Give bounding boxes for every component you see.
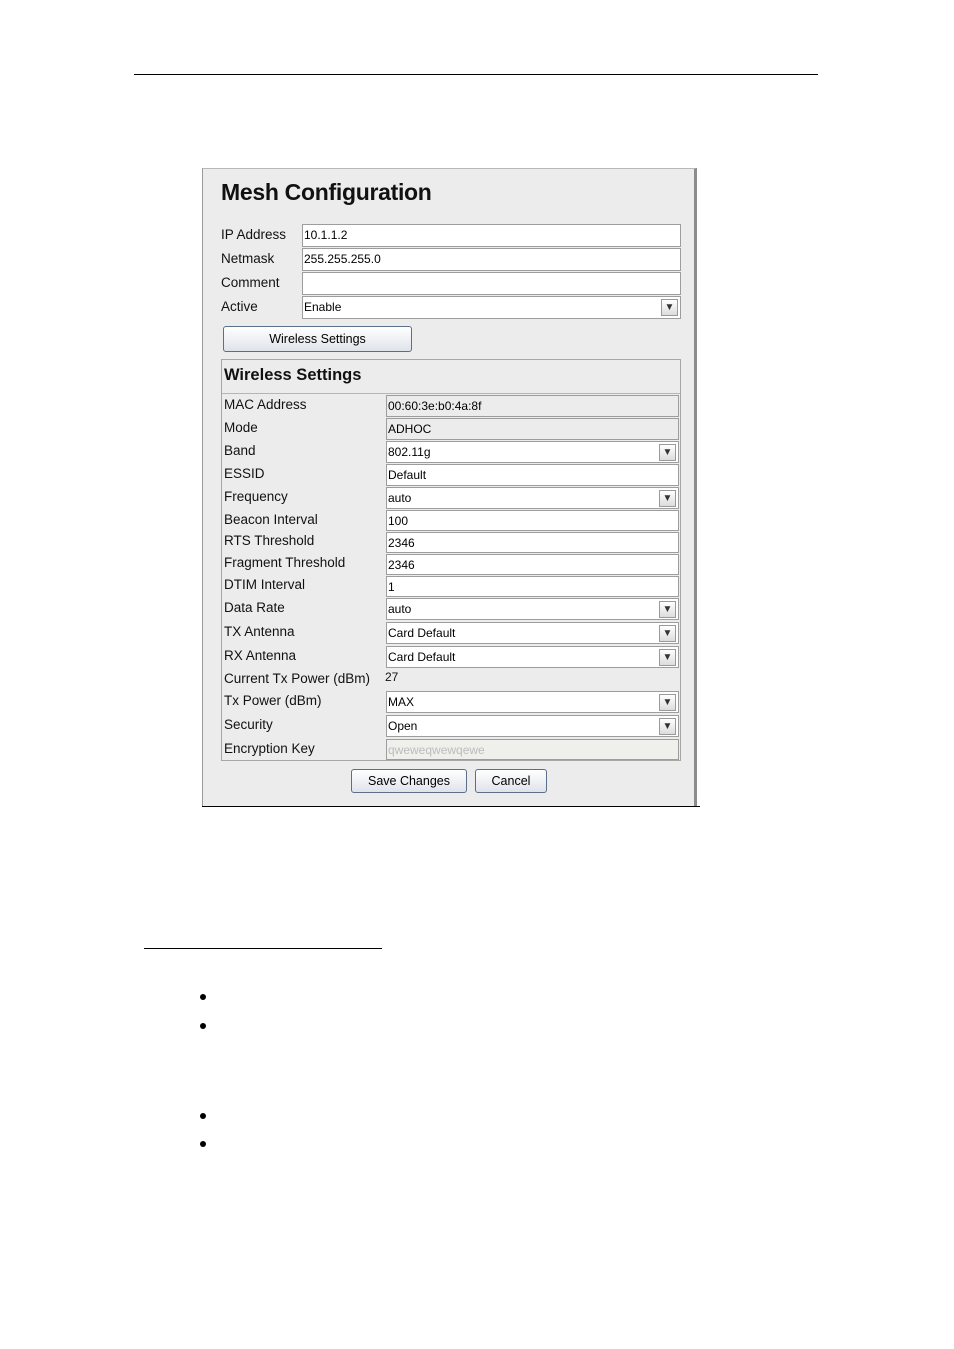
page-title: Mesh Configuration bbox=[221, 179, 432, 205]
security-label: Security bbox=[224, 717, 273, 732]
chevron-down-icon[interactable]: ▼ bbox=[659, 490, 676, 507]
encryption-key-label: Encryption Key bbox=[224, 741, 315, 756]
bullet-point bbox=[200, 1023, 206, 1029]
fragment-threshold-label: Fragment Threshold bbox=[224, 555, 346, 570]
rx-antenna-select[interactable] bbox=[386, 646, 679, 668]
netmask-label: Netmask bbox=[221, 251, 275, 266]
comment-label: Comment bbox=[221, 275, 280, 290]
security-select-value: Open bbox=[388, 719, 418, 733]
tx-antenna-select[interactable] bbox=[386, 622, 679, 644]
mode-label: Mode bbox=[224, 420, 258, 435]
current-tx-power-value: 27 bbox=[385, 670, 399, 684]
mac-address-label: MAC Address bbox=[224, 397, 307, 412]
frequency-select-value: auto bbox=[388, 491, 412, 505]
data-rate-select-value: auto bbox=[388, 602, 412, 616]
tx-antenna-select-value: Card Default bbox=[388, 626, 456, 640]
save-changes-button[interactable]: Save Changes bbox=[351, 769, 467, 793]
panel-bottom-rule bbox=[202, 806, 700, 807]
rx-antenna-select-value: Card Default bbox=[388, 650, 456, 664]
wireless-settings-title: Wireless Settings bbox=[224, 366, 362, 384]
fragment-threshold-input[interactable]: 2346 bbox=[386, 554, 679, 575]
section-rule bbox=[144, 948, 382, 949]
security-select[interactable] bbox=[386, 715, 679, 737]
netmask-input[interactable]: 255.255.255.0 bbox=[302, 248, 681, 271]
band-select-value: 802.11g bbox=[388, 445, 431, 459]
data-rate-label: Data Rate bbox=[224, 600, 285, 615]
bullet-point bbox=[200, 1113, 206, 1119]
dtim-interval-input[interactable]: 1 bbox=[386, 576, 679, 597]
beacon-interval-label: Beacon Interval bbox=[224, 512, 318, 527]
ip-address-input[interactable]: 10.1.1.2 bbox=[302, 224, 681, 247]
mac-address-field: 00:60:3e:b0:4a:8f bbox=[386, 395, 679, 417]
rts-threshold-input[interactable]: 2346 bbox=[386, 532, 679, 553]
tx-antenna-label: TX Antenna bbox=[224, 624, 295, 639]
active-select-value: Enable bbox=[304, 300, 342, 314]
tx-power-select[interactable] bbox=[386, 691, 679, 713]
frequency-label: Frequency bbox=[224, 489, 288, 504]
cancel-button[interactable]: Cancel bbox=[475, 769, 547, 793]
ip-address-label: IP Address bbox=[221, 227, 287, 242]
beacon-interval-input[interactable]: 100 bbox=[386, 510, 679, 531]
band-label: Band bbox=[224, 443, 256, 458]
essid-input[interactable]: Default bbox=[386, 464, 679, 486]
band-select[interactable] bbox=[386, 441, 679, 463]
chevron-down-icon[interactable]: ▼ bbox=[659, 601, 676, 618]
chevron-down-icon[interactable]: ▼ bbox=[659, 625, 676, 642]
chevron-down-icon[interactable]: ▼ bbox=[659, 718, 676, 735]
tx-power-label: Tx Power (dBm) bbox=[224, 693, 322, 708]
active-select[interactable] bbox=[302, 296, 681, 319]
divider bbox=[222, 393, 680, 394]
wireless-settings-button[interactable]: Wireless Settings bbox=[223, 326, 412, 352]
current-tx-power-label: Current Tx Power (dBm) bbox=[224, 671, 371, 686]
bullet-point bbox=[200, 1141, 206, 1147]
mode-field: ADHOC bbox=[386, 418, 679, 440]
chevron-down-icon[interactable]: ▼ bbox=[661, 299, 678, 316]
chevron-down-icon[interactable]: ▼ bbox=[659, 444, 676, 461]
active-label: Active bbox=[221, 299, 258, 314]
bullet-point bbox=[200, 994, 206, 1000]
rts-threshold-label: RTS Threshold bbox=[224, 533, 315, 548]
frequency-select[interactable] bbox=[386, 487, 679, 509]
encryption-key-input: qweweqwewqewe bbox=[386, 739, 679, 760]
comment-input[interactable] bbox=[302, 272, 681, 295]
page-header-rule bbox=[134, 74, 818, 75]
tx-power-select-value: MAX bbox=[388, 695, 415, 709]
chevron-down-icon[interactable]: ▼ bbox=[659, 694, 676, 711]
wireless-settings-section bbox=[221, 359, 681, 761]
essid-label: ESSID bbox=[224, 466, 265, 481]
mesh-configuration-panel bbox=[202, 168, 697, 806]
data-rate-select[interactable] bbox=[386, 598, 679, 620]
rx-antenna-label: RX Antenna bbox=[224, 648, 297, 663]
dtim-interval-label: DTIM Interval bbox=[224, 577, 306, 592]
chevron-down-icon[interactable]: ▼ bbox=[659, 649, 676, 666]
